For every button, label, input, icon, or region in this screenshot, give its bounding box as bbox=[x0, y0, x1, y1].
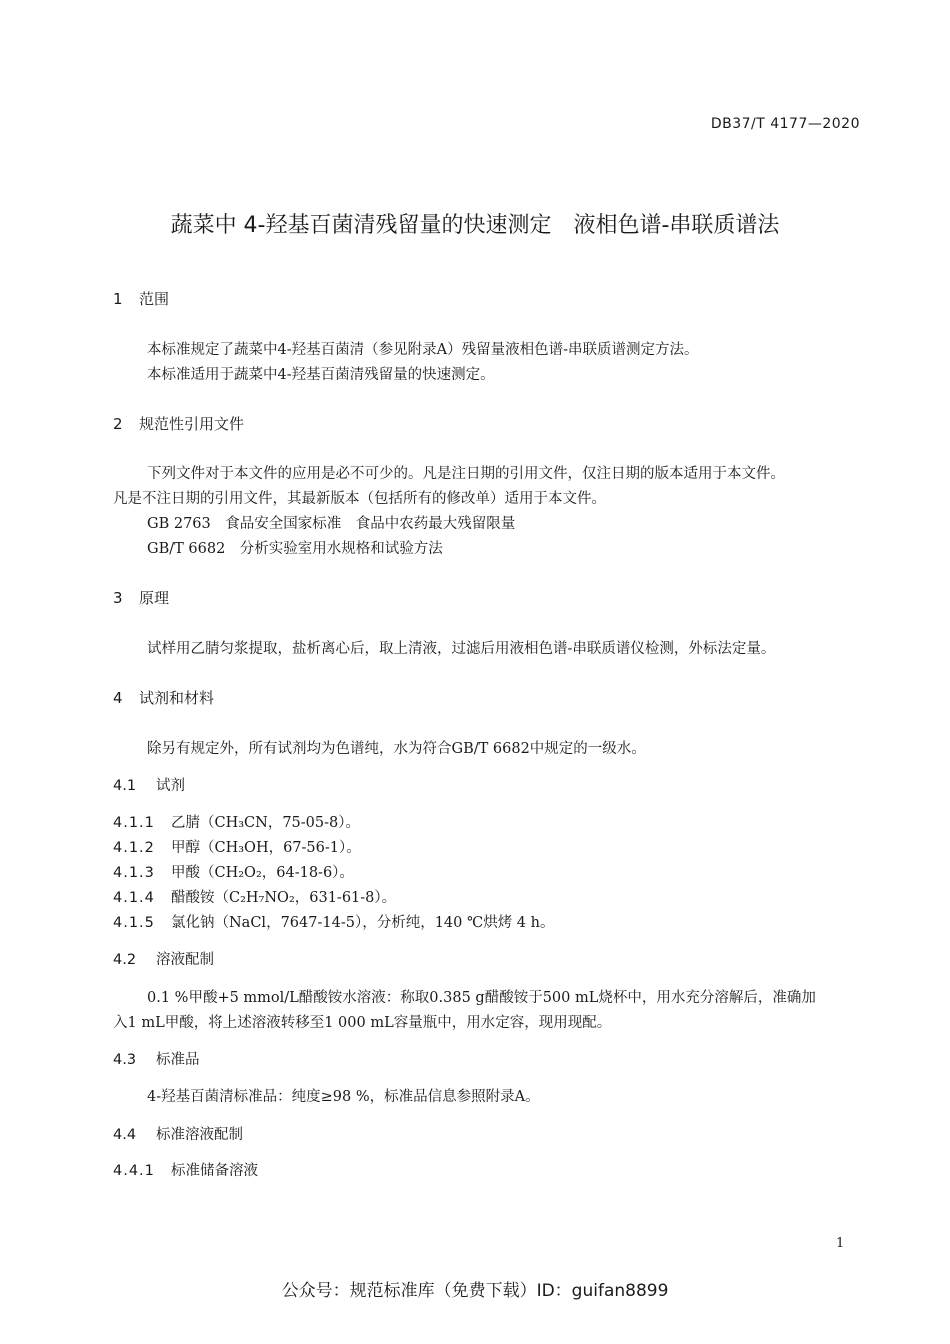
subsection-number: 4.2 bbox=[113, 952, 137, 968]
section-number: 4 bbox=[113, 689, 123, 707]
section-title: 范围 bbox=[139, 290, 170, 308]
item-number: 4.1.5 bbox=[113, 915, 155, 931]
subsubsection-number: 4.4.1 bbox=[113, 1163, 155, 1179]
item-number: 4.1.3 bbox=[113, 865, 155, 881]
item-number: 4.1.2 bbox=[113, 840, 155, 856]
list-item bbox=[113, 836, 361, 857]
list-item bbox=[113, 911, 554, 932]
list-item bbox=[113, 886, 396, 907]
footer-watermark-text: 公众号：规范标准库（免费下载）ID：guifan8899 bbox=[281, 1281, 669, 1301]
section-number: 1 bbox=[113, 290, 123, 308]
subsection-heading-reagents bbox=[113, 774, 185, 795]
list-item bbox=[113, 861, 354, 882]
section-title: 试剂和材料 bbox=[139, 689, 215, 707]
page-number: 1 bbox=[836, 1236, 845, 1251]
item-number: 4.1.1 bbox=[113, 815, 155, 831]
item-number: 4.1.4 bbox=[113, 890, 155, 906]
item-text: 甲酸（CH₂O₂，64-18-6）。 bbox=[171, 865, 354, 881]
subsubsection-title: 标准储备溶液 bbox=[171, 1163, 258, 1179]
subsection-title: 标准溶液配制 bbox=[156, 1127, 243, 1143]
item-text: 醋酸铵（C₂H₇NO₂，631-61-8）。 bbox=[171, 890, 397, 906]
subsection-number: 4.1 bbox=[113, 778, 137, 794]
paragraph: 0.1 %甲酸+5 mmol/L醋酸铵水溶液：称取0.385 g醋酸铵于500 mL烧杯中，用水充分溶解后，准确加 bbox=[147, 990, 816, 1006]
subsection-heading-standard-solution bbox=[113, 1123, 243, 1144]
subsection-number: 4.3 bbox=[113, 1052, 137, 1068]
section-number: 2 bbox=[113, 415, 123, 433]
subsection-heading-standard bbox=[113, 1048, 200, 1069]
document-title: 蔬菜中 4-羟基百菌清残留量的快速测定 液相色谱-串联质谱法 bbox=[170, 213, 780, 238]
paragraph: 试样用乙腈匀浆提取，盐析离心后，取上清液，过滤后用液相色谱-串联质谱仪检测，外标法定量。 bbox=[147, 641, 776, 657]
paragraph: 凡是不注日期的引用文件，其最新版本（包括所有的修改单）适用于本文件。 bbox=[113, 491, 606, 507]
section-heading-scope bbox=[113, 288, 169, 309]
paragraph: 4-羟基百菌清标准品：纯度≥98 %，标准品信息参照附录A。 bbox=[147, 1089, 540, 1105]
subsection-number: 4.4 bbox=[113, 1127, 137, 1143]
list-item bbox=[113, 811, 360, 832]
section-title: 原理 bbox=[139, 589, 170, 607]
reference-item: GB/T 6682 分析实验室用水规格和试验方法 bbox=[147, 541, 443, 557]
paragraph: 下列文件对于本文件的应用是必不可少的。凡是注日期的引用文件，仅注日期的版本适用于本文件。 bbox=[147, 466, 785, 482]
reference-item: GB 2763 食品安全国家标准 食品中农药最大残留限量 bbox=[147, 516, 516, 532]
subsection-heading-solution-prep bbox=[113, 948, 214, 969]
subsection-title: 试剂 bbox=[156, 778, 185, 794]
paragraph: 本标准规定了蔬菜中4-羟基百菌清（参见附录A）残留量液相色谱-串联质谱测定方法。 bbox=[147, 342, 699, 358]
section-number: 3 bbox=[113, 589, 123, 607]
subsection-title: 溶液配制 bbox=[156, 952, 214, 968]
paragraph: 入1 mL甲酸，将上述溶液转移至1 000 mL容量瓶中，用水定容，现用现配。 bbox=[113, 1015, 612, 1031]
header-standard-code: DB37/T 4177—2020 bbox=[710, 116, 860, 132]
item-text: 甲醇（CH₃OH，67-56-1）。 bbox=[171, 840, 361, 856]
subsubsection-heading-stock-solution bbox=[113, 1159, 258, 1180]
section-heading-normative-references bbox=[113, 413, 244, 434]
paragraph: 本标准适用于蔬菜中4-羟基百菌清残留量的快速测定。 bbox=[147, 367, 495, 383]
item-text: 乙腈（CH₃CN，75-05-8）。 bbox=[171, 815, 361, 831]
item-text: 氯化钠（NaCl，7647-14-5），分析纯，140 ℃烘烤 4 h。 bbox=[171, 915, 555, 931]
subsection-title: 标准品 bbox=[156, 1052, 200, 1068]
paragraph: 除另有规定外，所有试剂均为色谱纯，水为符合GB/T 6682中规定的一级水。 bbox=[147, 741, 646, 757]
section-title: 规范性引用文件 bbox=[139, 415, 245, 433]
section-heading-principle bbox=[113, 587, 169, 608]
section-heading-reagents bbox=[113, 687, 214, 708]
